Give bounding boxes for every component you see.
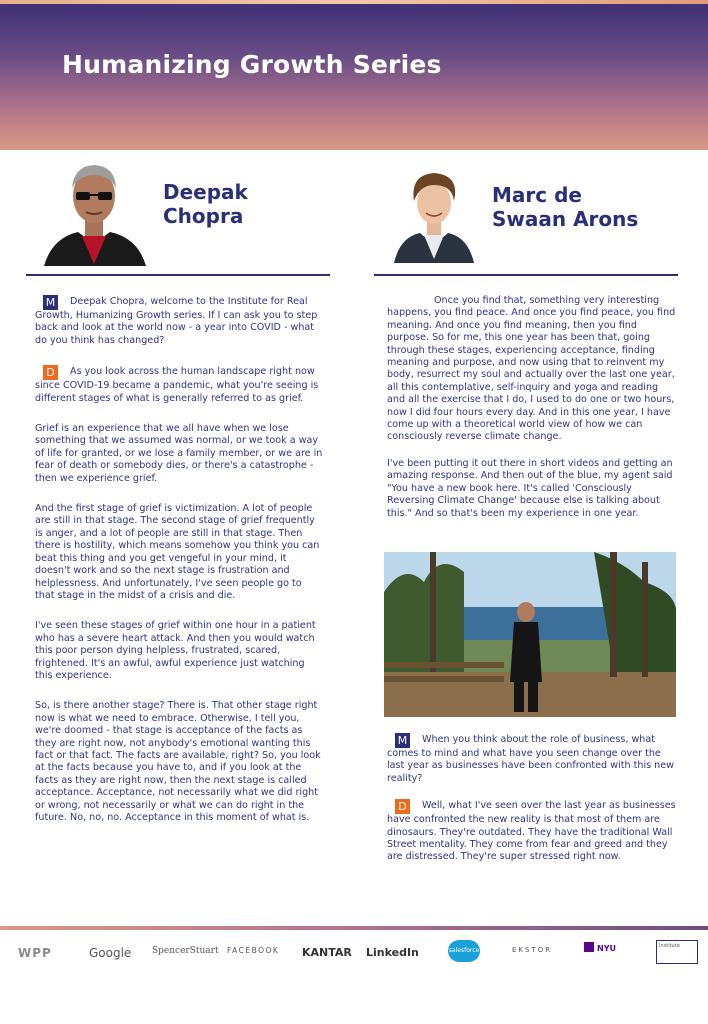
kantar-logo: KANTAR — [302, 946, 352, 959]
wpp-logo: WPP — [18, 946, 52, 960]
answer-1-first-line: As you look across the human landscape right — [70, 366, 292, 378]
right-interview-column-lower — [387, 733, 677, 878]
paragraph-peace-meaning — [387, 295, 677, 444]
left-person-name — [163, 180, 248, 228]
paragraph-acceptance: So, is there another stage? There is. That other stage right now is what we need to embrace. Otherwise, I tell you, we're doomed - that stage is acceptance of the facts as they are right now, not anybody's emotional wanting this fact or that fact. The facts are available, right? So, you look at the facts because you have to, and if you look at the facts as they are right now, then the next stage is called acceptance. Acceptance, not necessarily what we did right or wrong, not necessarily or what we can do right in the future. No, no, no. Acceptance in this moment of what is. — [35, 700, 321, 823]
left-divider — [26, 274, 330, 276]
question-1-first-line: Deepak Chopra, welcome to the Institute for — [70, 296, 284, 307]
right-name-line2: Swaan Arons — [492, 207, 639, 231]
institute-logo — [656, 940, 698, 964]
moderator-badge: M — [395, 733, 410, 748]
question-2-text: what comes to mind and what have you seen change over the last year as businesses have been confronted with this new reality? — [387, 734, 674, 784]
google-logo: Google — [89, 946, 132, 960]
spencerstuart-logo: SpencerStuart — [152, 946, 219, 956]
salesforce-logo — [448, 940, 480, 962]
answer-2 — [387, 799, 677, 864]
right-name-line1: Marc de — [492, 183, 582, 207]
paragraph-grief: Grief is an experience that we all have when we lose something that we assumed was normal, or we took a way of life for granted, or we lose a family member, or we are in fear of death or somebody dies, or there's a catastrophe - then we experience grief. — [35, 423, 323, 484]
left-name-line1: Deepak — [163, 180, 248, 204]
left-interview-column — [35, 295, 323, 842]
question-1 — [35, 295, 323, 347]
ekstor-logo: EKSTOR — [512, 946, 553, 954]
answer-2-first-line: Well, what I've seen over the last year as — [422, 800, 620, 812]
answer-1-text: now since COVID-19 became a pandemic, what you're seeing is different stages of what is generally referred to as grief. — [35, 366, 319, 404]
banner-accent-stripe — [0, 0, 708, 4]
facebook-logo: FACEBOOK — [227, 946, 280, 955]
paragraph-stages: And the first stage of grief is victimization. A lot of people are still in that stage. The second stage of grief frequently is anger, and a lot of people are still in that stage. Then there is hostility, which means somehow you think you can beat this thing and you get vengeful in your mind, it doesn't work and so the next stage is frustration and helplessness. And unfortunately, I've seen people go to that stage in the midst of a crisis and die. — [35, 503, 320, 601]
header-banner — [0, 0, 708, 150]
deepak-badge: D — [395, 799, 410, 814]
paragraph-new-book: I've been putting it out there in short videos and getting an amazing response. And then out of the blue, my agent said "You have a new book here. It's called 'Consciously Reversing Climate Change' because else is talking about this." And so that's been my experience in one year. — [387, 457, 673, 519]
right-person-name — [492, 183, 638, 231]
paragraph-heart-attack: I've seen these stages of grief within one hour in a patient who has a severe heart attack. And then you would watch this poor person dying helpless, frustrated, scared, frightened. It's an awful, awful experience just watching this experience. — [35, 620, 316, 681]
answer-2-text: businesses have confronted the new reality is that most of them are dinosaurs. They're outdated. They have the traditional Wall Street mentality. They come from fear and greed and they are distressed. They're super stressed right now. — [387, 800, 676, 863]
nyu-logo-text: NYU — [597, 944, 616, 953]
salesforce-logo-text: salesforce — [448, 947, 480, 954]
moderator-badge: M — [43, 295, 58, 310]
question-1-text: Real Growth, Humanizing Growth series. If I can ask you to step back and look at the world now - a year into COVID - what do you think has changed? — [35, 296, 318, 346]
deepak-badge: D — [43, 365, 58, 380]
deepak-chopra-portrait — [38, 152, 150, 266]
question-2 — [387, 733, 677, 785]
paragraph-peace-meaning-text: Once you find that, something very interesting happens, you find peace. And once you find peace, you find meaning. And once you find meaning, then you find purpose. So for me, this one year has been that, going through these stages, experiencing acceptance, finding meaning and purpose, and now using that to reinvent my body, resurrect my soul and actually over the last one year, all this contemplative, self-inquiry and yoga and reading and all the exercise that I do, I used to do one or two hours, now I did four hours every day. And in this one year, I have come up with a theoretical world view of how we can consciously reverse climate change. — [387, 295, 676, 443]
marc-de-swaan-arons-portrait — [394, 163, 474, 263]
answer-1 — [35, 365, 323, 405]
question-2-first-line: When you think about the role of business, — [422, 734, 629, 745]
partner-logos — [0, 940, 708, 970]
footer-accent-line — [0, 926, 708, 930]
linkedin-logo: LinkedIn — [366, 946, 419, 959]
institute-logo-text: Institute — [659, 943, 680, 949]
deepak-seaside-photo — [384, 552, 676, 717]
page-title: Humanizing Growth Series — [62, 50, 442, 79]
right-divider — [374, 274, 678, 276]
nyu-logo — [584, 942, 616, 953]
right-interview-column — [387, 295, 677, 534]
left-name-line2: Chopra — [163, 204, 244, 228]
